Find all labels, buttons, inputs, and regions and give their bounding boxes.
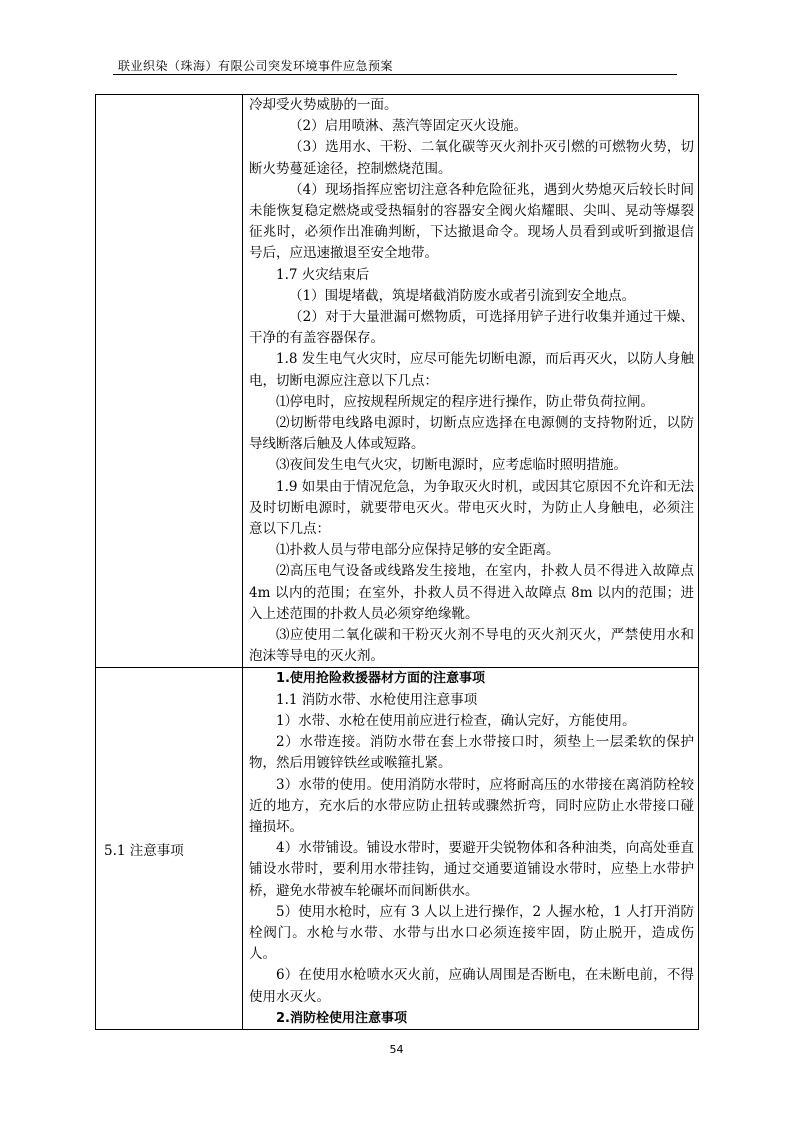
paragraph: 1.8 发生电气火灾时，应尽可能先切断电源，而后再灭火，以防人身触电，切断电源应注意以下几点： [249, 351, 694, 389]
paragraph: 1.9 如果由于情况危急，为争取灭火时机，或因其它原因不允许和无法及时切断电源时，就要带电灭火。带电灭火时，为防止人身触电，必须注意以下几点： [249, 478, 694, 538]
paragraph: 冷却受火势威胁的一面。 [249, 97, 398, 113]
table-row [96, 95, 699, 668]
paragraph: （2）对于大量泄漏可燃物质，可选择用铲子进行收集并通过干燥、干净的有盖容器保存。 [249, 309, 694, 347]
page-number: 54 [389, 1043, 404, 1056]
paragraph: 4）水带铺设。铺设水带时，要避开尖锐物体和各种油类，向高处垂直铺设水带时，要利用水带挂钩，通过交通要道铺设水带时，应垫上水带护桥，避免水带被车轮碾坏而间断供水。 [249, 840, 694, 899]
paragraph: ⑴停电时，应按规程所规定的程序进行操作，防止带负荷拉闸。 [276, 393, 654, 410]
paragraph: （1）围堤堵截，筑堤堵截消防废水或者引流到安全地点。 [289, 287, 636, 304]
paragraph: ⑶应使用二氧化碳和干粉灭火剂不导电的灭火剂灭火，严禁使用水和泡沫等导电的灭火剂。 [249, 627, 694, 665]
paragraph: 1.1 消防水带、水枪使用注意事项 [276, 691, 478, 708]
content-table [95, 94, 699, 1030]
row-label-cell [96, 95, 243, 668]
paragraph: 5）使用水枪时，应有 3 人以上进行操作，2 人握水枪，1 人打开消防栓阀门。水枪与水带、水带与出水口必须连接牢固，防止脱开，造成伤人。 [249, 903, 694, 963]
row-label-cell: 5.1 注意事项 [96, 668, 243, 1029]
paragraph: ⑵切断带电线路电源时，切断点应选择在电源侧的支持物附近，以防导线断落后触及人体或短路。 [249, 415, 694, 453]
paragraph: ⑵高压电气设备或线路发生接地，在室内，扑救人员不得进入故障点 4m 以内的范围；在室外，扑救人员不得进入故障点 8m 以内的范围；进入上述范围的扑救人员必须穿绝缘靴。 [249, 563, 694, 622]
row-content-cell [243, 95, 699, 668]
paragraph: ⑴扑救人员与带电部分应保持足够的安全距离。 [276, 542, 560, 559]
paragraph: （4）现场指挥应密切注意各种危险征兆，遇到火势熄灭后较长时间未能恢复稳定燃烧或受热辐射的容器安全阀火焰耀眼、尖叫、晃动等爆裂征兆时，必须作出准确判断，下达撤退命令。现场人员看到或听到撤退信号后，应迅速撤退至安全地带。 [249, 181, 694, 262]
paragraph: ⑶夜间发生电气火灾，切断电源时，应考虑临时照明措施。 [276, 457, 627, 474]
paragraph: 2）水带连接。消防水带在套上水带接口时，须垫上一层柔软的保护物，然后用镀锌铁丝或喉箍扎紧。 [249, 734, 694, 772]
document-header-title: 联业织染（珠海）有限公司突发环境事件应急预案 [118, 59, 394, 73]
paragraph: 1.7 火灾结束后 [276, 266, 370, 283]
paragraph: 1）水带、水枪在使用前应进行检查，确认完好，方能使用。 [276, 712, 636, 729]
paragraph: 6）在使用水枪喷水灭火前，应确认周围是否断电，在未断电前，不得使用水灭火。 [249, 967, 694, 1005]
paragraph: （2）启用喷淋、蒸汽等固定灭火设施。 [289, 118, 528, 135]
paragraph: 1.使用抢险救援器材方面的注意事项 [276, 671, 485, 687]
row-content-cell [243, 668, 699, 1029]
paragraph: 3）水带的使用。使用消防水带时，应将耐高压的水带接在离消防栓较近的地方，充水后的水带应防止扭转或骤然折弯，同时应防止水带接口碰撞损坏。 [249, 776, 694, 835]
header-rule [113, 74, 677, 75]
paragraph: 2.消防栓使用注意事项 [276, 1010, 407, 1026]
paragraph: （3）选用水、干粉、二氧化碳等灭火剂扑灭引燃的可燃物火势，切断火势蔓延途径，控制燃烧范围。 [249, 139, 694, 177]
table-row [96, 668, 699, 1029]
